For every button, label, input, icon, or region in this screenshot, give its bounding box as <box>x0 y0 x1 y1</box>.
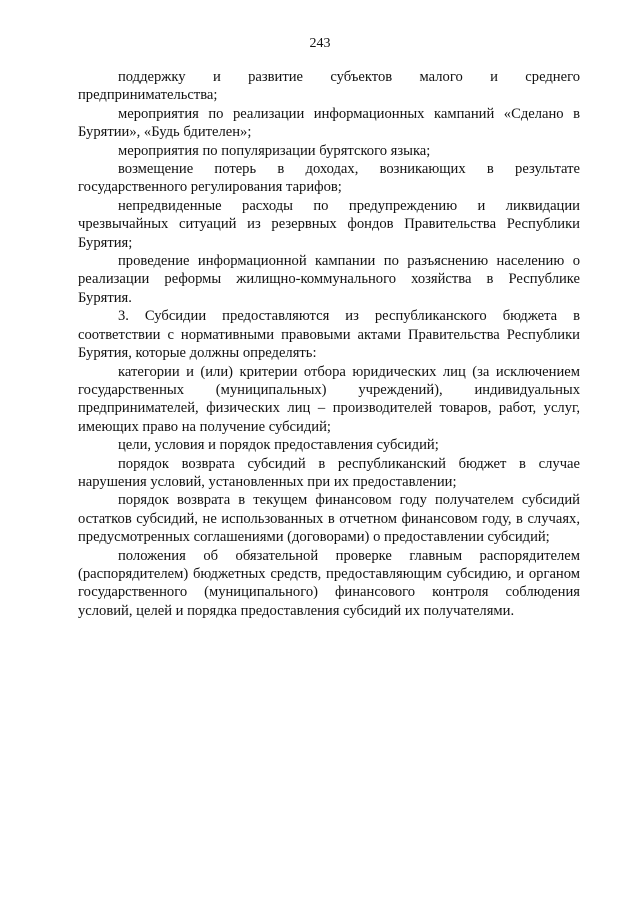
paragraph-tariff-losses: возмещение потерь в доходах, возникающих в результате государственного регулирования тарифов; <box>78 161 580 196</box>
document-body <box>78 68 580 620</box>
paragraph-selection-criteria: категории и (или) критерии отбора юридических лиц (за исключением государственных (муниципальных) учреждений), индивидуальных предпринимателей, физических лиц – производителей товаров, работ, услуг, имеющих право на получение субсидий; <box>78 363 580 435</box>
page-number: 243 <box>309 36 331 51</box>
paragraph-return-procedure: порядок возврата субсидий в республиканский бюджет в случае нарушения условий, установленных при их предоставлении; <box>78 455 580 490</box>
paragraph-buryat-language: мероприятия по популяризации бурятского языка; <box>118 142 431 159</box>
paragraph-goals-conditions: цели, условия и порядок предоставления субсидий; <box>118 437 439 454</box>
paragraph-return-remainders: порядок возврата в текущем финансовом году получателем субсидий остатков субсидий, не использованных в отчетном финансовом году, в случаях, предусмотренных соглашениями (договорами) о предоставлении субсидий; <box>78 492 580 546</box>
paragraph-housing-reform-campaign: проведение информационной кампании по разъяснению населению о реализации реформы жилищно-коммунального хозяйства в Республике Бурятия. <box>78 253 580 306</box>
paragraph-mandatory-control: положения об обязательной проверке главным распорядителем (распорядителем) бюджетных средств, предоставляющим субсидию, и органом государственного (муниципального) финансового контроля соблюдения условий, целей и порядка предоставления субсидий их получателями. <box>78 547 580 619</box>
paragraph-section-3: 3. Субсидии предоставляются из республиканского бюджета в соответствии с нормативными правовыми актами Правительства Республики Бурятия, которые должны определять: <box>78 308 580 362</box>
paragraph-emergency-expenses: непредвиденные расходы по предупреждению и ликвидации чрезвычайных ситуаций из резервных фондов Правительства Республики Бурятия; <box>78 197 580 251</box>
paragraph-info-campaigns: мероприятия по реализации информационных кампаний «Сделано в Бурятии», «Будь бдителен»; <box>78 105 580 141</box>
paragraph-support-small-business: поддержку и развитие субъектов малого и среднего предпринимательства; <box>78 69 580 104</box>
